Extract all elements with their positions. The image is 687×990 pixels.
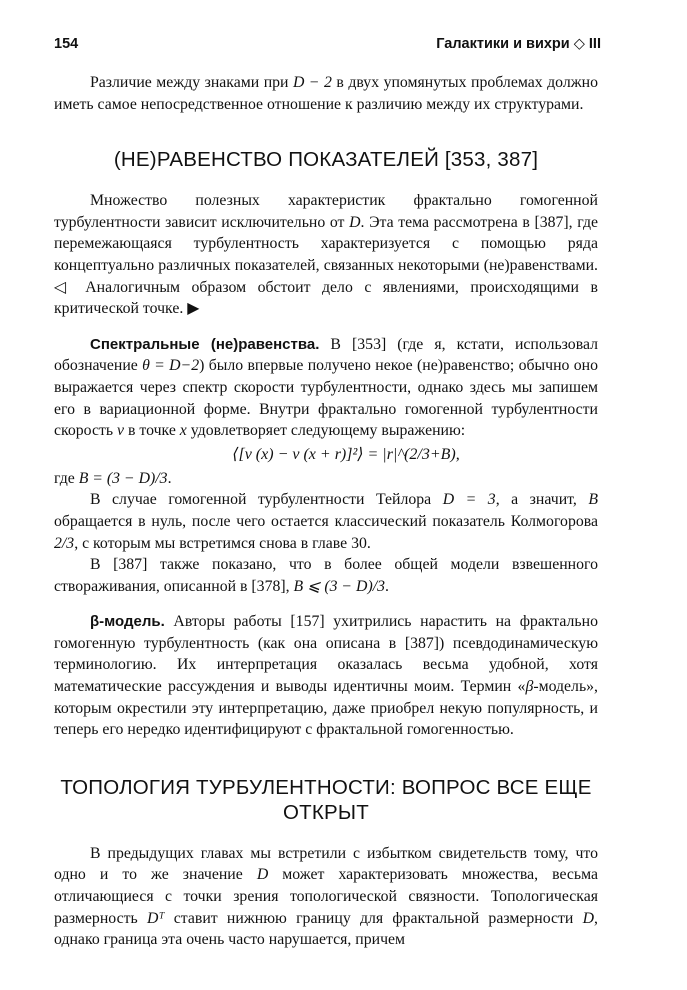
math-inline: D − 2	[292, 74, 332, 91]
paragraph-topology: В предыдущих главах мы встретили с избытком свидетельств тому, что одно и то же значение D может характеризовать множества, весьма отличающиеся с точки зрения топологической связности. Топологическая размерность Dᵀ ставит нижнюю границу для фрактальной размерности D, однако граница эта очень часто нарушается, причем	[54, 844, 598, 949]
run-in-heading-spectral: Спектральные (не)равенства.	[90, 335, 320, 353]
intro-paragraph: Различие между знаками при D − 2 в двух упомянутых проблемах должно иметь самое непосредственное отношение к различию между их структурами.	[54, 74, 598, 113]
paragraph-spectral: Спектральные (не)равенства. В [353] (где я, кстати, использовал обозначение θ = D−2) было впервые получено некое (не)равенство; обычно оно выражается через спектр скорости турбулентности, однако здесь мы запишем его в вариационной форме. Внутри фрактально гомогенной турбулентности скорость v в точке x удовлетворяет следующему выражению:	[54, 335, 599, 440]
paragraph-where: где B = (3 − D)/3.	[54, 469, 172, 487]
display-formula: ⟨[v (x) − v (x + r)]²⟩ = |r|^(2/3+B),	[232, 445, 460, 463]
section-heading-topology: ТОПОЛОГИЯ ТУРБУЛЕНТНОСТИ: ВОПРОС ВСЕ ЕЩЕ ОТКРЫТ	[60, 775, 592, 824]
paragraph-exponents: Множество полезных характеристик фрактально гомогенной турбулентности зависит исключительно от D. Эта тема рассмотрена в [387], где перемежающаяся турбулентность характеризуется с помощью ряда концептуально различных показателей, связанных некоторыми (не)равенствами. ◁ Аналогичным образом обстоит дело с явлениями, происходящими в критической точке. ▶	[54, 192, 598, 318]
page-number: 154	[54, 36, 79, 52]
running-title: Галактики и вихри ◇ III	[436, 36, 601, 52]
paragraph-taylor: В случае гомогенной турбулентности Тейлора D = 3, а значит, B обращается в нуль, после чего остается классический показатель Колмогорова 2/3, с которым мы встретимся снова в главе 30.	[54, 491, 598, 552]
page-body	[54, 72, 598, 951]
run-in-heading-beta: β-модель.	[90, 613, 165, 631]
section-heading-inequality: (НЕ)РАВЕНСТВО ПОКАЗАТЕЛЕЙ [353, 387]	[113, 148, 539, 172]
paragraph-general-model: В [387] также показано, что в более общей модели взвешенного створаживания, описанной в [378], B ⩽ (3 − D)/3.	[54, 556, 598, 595]
paragraph-beta-model: β-модель. Авторы работы [157] ухитрились нарастить на фрактально гомогенную турбулентность (как она описана в [387]) псевдодинамическую терминологию. Их интерпретация оказалась весьма удобной, хотя математические рассуждения и выводы идентичны моим. Термин «β-модель», которым окрестили эту интерпретацию, даже приобрел некую популярность, и теперь его нередко идентифицируют с фрактальной гомогенностью.	[54, 613, 598, 739]
